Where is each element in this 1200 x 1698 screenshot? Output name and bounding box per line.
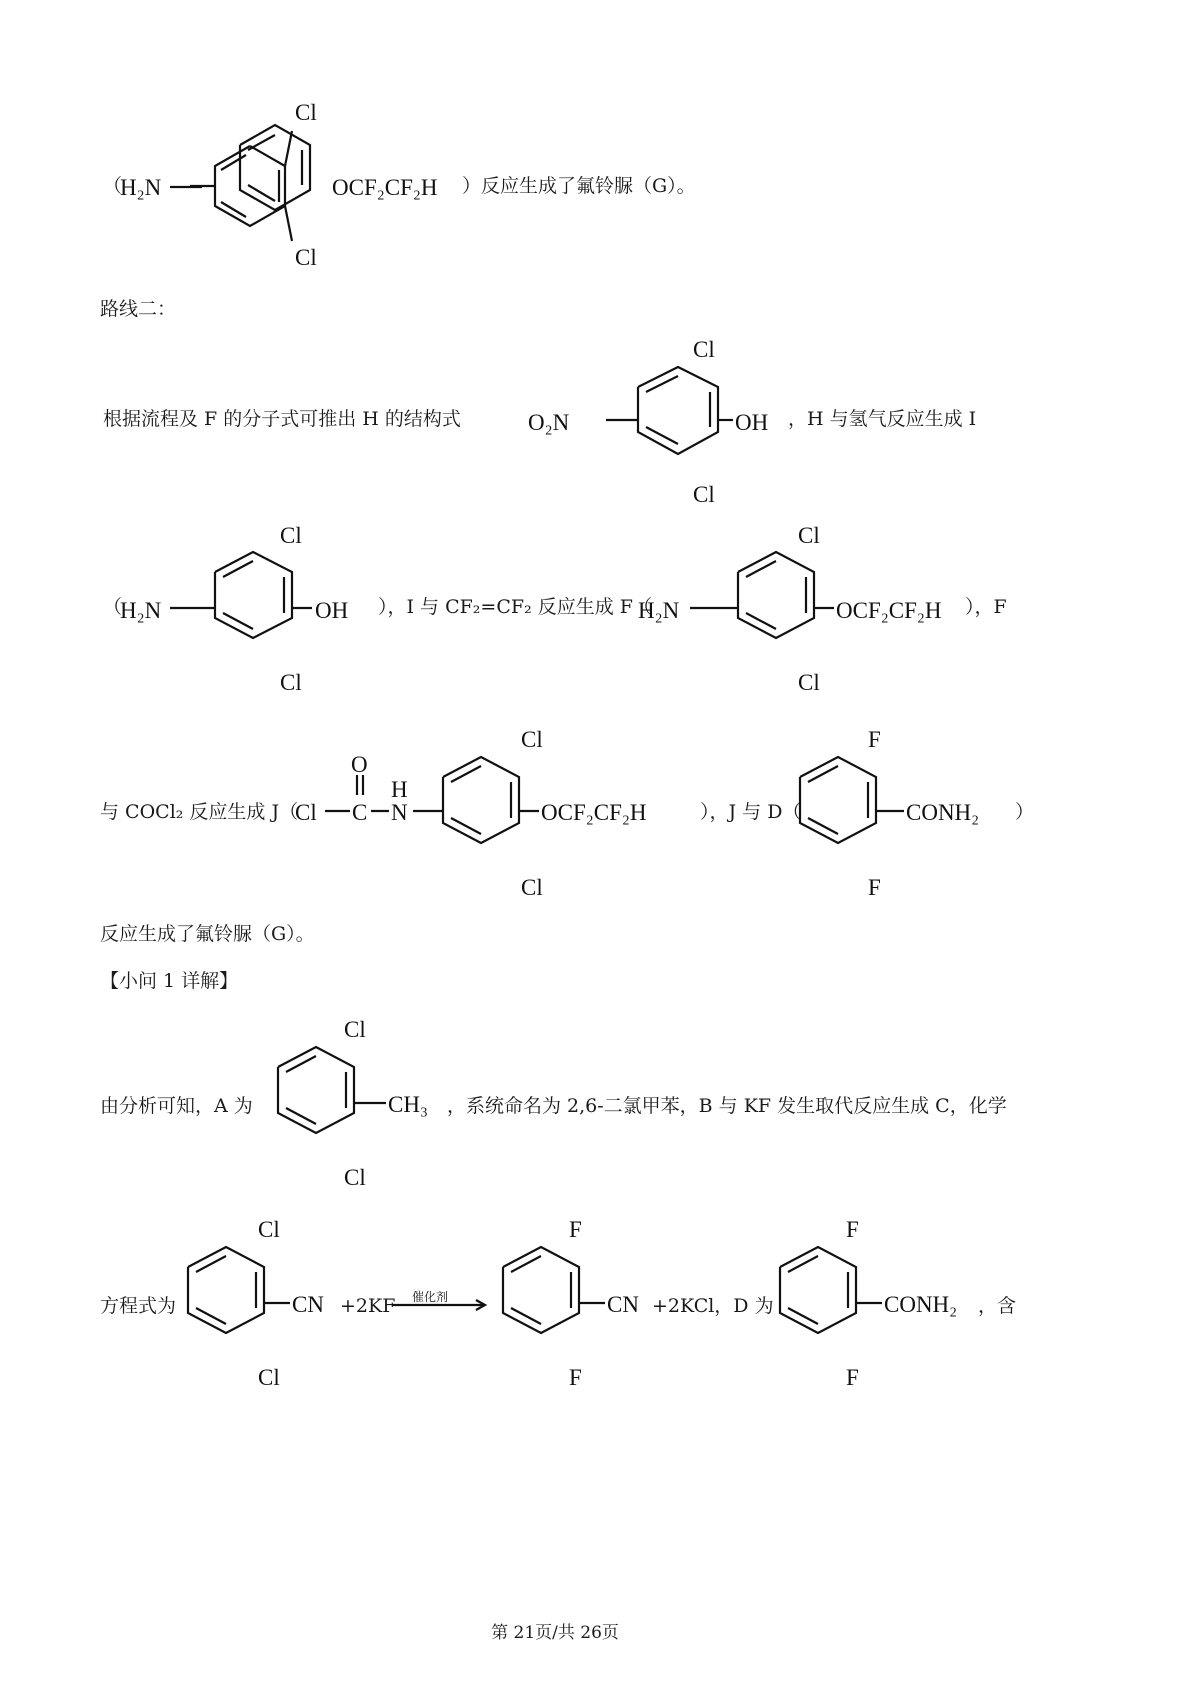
label-top: Cl [693, 337, 715, 362]
label-right: CONH₂ [884, 1292, 958, 1317]
line2-pre: 根据流程及 F 的分子式可推出 H 的结构式 [103, 408, 461, 430]
label-right: CN [607, 1292, 639, 1317]
structure-F-route2 [638, 520, 978, 700]
label-top: F [868, 727, 881, 752]
label-top: Cl [295, 100, 317, 125]
label-left: H₂N [120, 598, 162, 623]
open-paren: （ [103, 175, 123, 197]
label-right: OH [315, 598, 349, 623]
label-top: Cl [798, 523, 820, 548]
label-bottom: Cl [521, 875, 543, 900]
page-footer: 第 21页/共 26页 [491, 1623, 619, 1643]
label-o: O [351, 752, 368, 777]
line6-post: ，系统命名为 2,6-二氯甲苯，B 与 KF 发生取代反应生成 C，化学 [447, 1095, 1007, 1117]
label-bottom: Cl [295, 245, 317, 270]
structure-D [790, 725, 1020, 905]
line4-pre: 与 COCl₂ 反应生成 J（ [100, 801, 299, 823]
line3-mid: ），I 与 CF₂=CF₂ 反应生成 F（ [378, 596, 652, 618]
line4-mid: ），J 与 D（ [700, 801, 802, 823]
line7-pre: 方程式为 [100, 1295, 177, 1317]
route2-title: 路线二： [100, 298, 177, 320]
label-c: C [352, 800, 368, 825]
label-left: H₂N [638, 598, 680, 623]
label-right: OH [735, 410, 769, 435]
label-bottom: Cl [280, 670, 302, 695]
label-right: OCF₂CF₂H [332, 175, 438, 200]
line7-post: ，含 [978, 1295, 1017, 1317]
label-bottom: F [868, 875, 881, 900]
structure-J [295, 725, 725, 905]
structure-I [120, 520, 380, 700]
structure-D-answer [770, 1215, 1000, 1395]
label-bottom: Cl [258, 1365, 280, 1390]
line3-open: （ [103, 596, 123, 618]
structure-A [268, 1015, 468, 1195]
label-right: OCF₂CF₂H [541, 800, 647, 825]
label-right: CONH₂ [906, 800, 980, 825]
structure-F-route1 [120, 95, 500, 275]
line3-post: ），F [965, 596, 1007, 618]
line1-text: ）反应生成了氟铃脲（G）。 [462, 175, 696, 197]
catalyst-label: 催化剂 [412, 1290, 449, 1304]
label-bottom: Cl [693, 482, 715, 507]
line7-product-suffix: +2KCl，D 为 [652, 1295, 774, 1317]
label-right: OCF₂CF₂H [836, 598, 942, 623]
label-left: H₂N [120, 175, 162, 200]
label-bottom: Cl [344, 1165, 366, 1190]
label-top: F [846, 1217, 859, 1242]
label-top: Cl [258, 1217, 280, 1242]
reaction-arrow [392, 1298, 492, 1312]
line7-reagent: +2KF [340, 1295, 396, 1317]
label-bottom: F [569, 1365, 582, 1390]
label-cl: Cl [295, 800, 317, 825]
label-top: Cl [344, 1017, 366, 1042]
structure-H [528, 332, 788, 512]
line2-post: ，H 与氢气反应生成 I [788, 408, 977, 430]
label-h: H [391, 777, 408, 802]
label-n: N [391, 800, 408, 825]
label-left: O₂N [528, 410, 570, 435]
label-top: Cl [521, 727, 543, 752]
label-right: CN [292, 1292, 324, 1317]
section-heading: 【小问 1 详解】 [100, 970, 239, 992]
line5: 反应生成了氟铃脲（G）。 [100, 923, 315, 945]
label-top: F [569, 1217, 582, 1242]
label-top: Cl [280, 523, 302, 548]
label-bottom: Cl [798, 670, 820, 695]
line4-post: ） [1015, 801, 1035, 823]
line6-pre: 由分析可知，A 为 [100, 1095, 253, 1117]
label-bottom: F [846, 1365, 859, 1390]
label-right: CH₃ [388, 1092, 428, 1117]
